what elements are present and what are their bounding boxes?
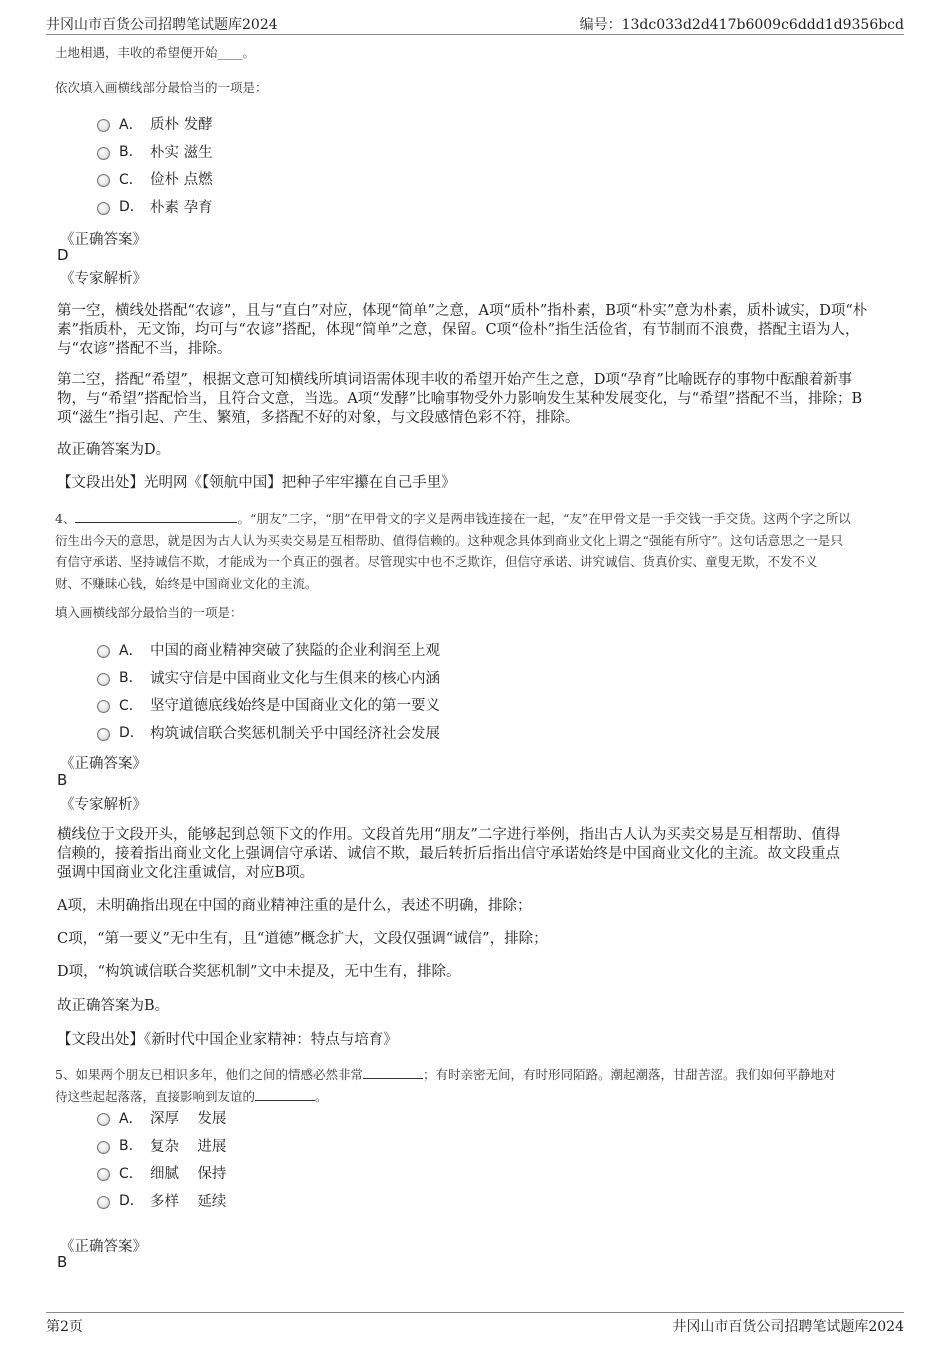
radio-icon[interactable]: [97, 147, 110, 160]
page-number: 第2页: [46, 1319, 83, 1335]
q3-analysis-label: 《专家解析》: [60, 271, 147, 287]
q3-analysis-p1: 第一空，横线处搭配“农谚”，且与“直白”对应，体现“简单”之意，A项“质朴”指朴素，B项“朴实”意为朴素，质朴诚实，D项“朴 素”指质朴，无文饰，均可与“农谚”搭配，体现“简单”之意，保留。C项“俭朴”指生活俭省，有节制而不浪费，搭配主语为人， 与“农谚”搭配不当，排除。: [57, 303, 868, 357]
header-code: 编号：13dc033d2d417b6009c6ddd1d9356bcd: [579, 17, 904, 33]
q4-conclusion: 故正确答案为B。: [57, 998, 170, 1014]
q4-prompt: 填入画横线部分最恰当的一项是：: [55, 605, 243, 620]
q3-answer: D: [57, 246, 69, 264]
radio-icon[interactable]: [97, 1196, 110, 1209]
radio-icon[interactable]: [97, 202, 110, 215]
q4-source: 【文段出处】《新时代中国企业家精神：特点与培育》: [57, 1032, 398, 1048]
option-d[interactable]: D． 朴素 孕育: [97, 193, 213, 221]
option-d[interactable]: D． 构筑诚信联合奖惩机制关乎中国经济社会发展: [97, 719, 440, 747]
header-title: 井冈山市百货公司招聘笔试题库2024: [46, 17, 278, 33]
blank-line: [75, 510, 237, 523]
q4-analysis-a: A项，未明确指出现在中国的商业精神注重的是什么，表述不明确，排除；: [57, 898, 532, 914]
page-footer: [46, 1312, 904, 1337]
q4-stem: 4、 。“朋友”二字，“朋”在甲骨文的字义是两串钱连接在一起，“友”在甲骨文是一手交钱一手交货。这两个字之所以 衍生出今天的意思，就是因为古人认为买卖交易是互相帮助、值得信赖的。这种观念具体到商业文化上谓之“强能有所守”。这句话意思之一是只 有信守承诺、坚持诚信不欺，才能成为一个真正的强者。尽管现实中也不乏欺诈，但信守承诺、讲究诚信、货真价实、童叟无欺，不发不义 财、不赚昧心钱，始终是中国商业文化的主流。: [55, 511, 851, 591]
q3-analysis-p2: 第二空，搭配“希望”，根据文意可知横线所填词语需体现丰收的希望开始产生之意，D项“孕育”比喻既存的事物中酝酿着新事 物，与“希望”搭配恰当，且符合文意，当选。A项“发酵”比喻事物受外力影响发生某种发展变化，与“希望”搭配不当，排除；B 项“滋生”指引起、产生、繁殖，多搭配不好的对象，与文段感情色彩不符，排除。: [57, 372, 863, 426]
blank-line: [255, 1088, 315, 1101]
footer-title: 井冈山市百货公司招聘笔试题库2024: [672, 1319, 904, 1335]
q4-analysis-c: C项，“第一要义”无中生有，且“道德”概念扩大，文段仅强调“诚信”，排除；: [57, 931, 548, 947]
q5-answer-label: 《正确答案》: [60, 1239, 147, 1255]
option-b[interactable]: B． 复杂 进展: [97, 1132, 226, 1160]
q3-answer-label: 《正确答案》: [60, 232, 147, 248]
q5-stem: 5、如果两个朋友已相识多年，他们之间的情感必然非常 ；有时亲密无间，有时形同陌路。潮起潮落，甘甜苦涩。我们如何平静地对 待这些起起落落，直接影响到友谊的 。: [55, 1067, 836, 1104]
q3-source: 【文段出处】光明网《【领航中国】把种子牢牢攥在自己手里》: [57, 475, 456, 491]
radio-icon[interactable]: [97, 673, 110, 686]
q5-answer: B: [57, 1253, 68, 1271]
option-b[interactable]: B． 诚实守信是中国商业文化与生俱来的核心内涵: [97, 664, 440, 692]
radio-icon[interactable]: [97, 645, 110, 658]
q3-prompt: 依次填入画横线部分最恰当的一项是：: [55, 80, 268, 95]
page-header: [46, 12, 904, 35]
option-c[interactable]: C． 细腻 保持: [97, 1159, 226, 1187]
option-a[interactable]: A． 中国的商业精神突破了狭隘的企业利润至上观: [97, 636, 440, 664]
blank-line: [363, 1066, 423, 1079]
q4-analysis-label: 《专家解析》: [60, 797, 147, 813]
q3-conclusion: 故正确答案为D。: [57, 442, 171, 458]
radio-icon[interactable]: [97, 119, 110, 132]
q4-analysis-p1: 横线位于文段开头，能够起到总领下文的作用。文段首先用“朋友”二字进行举例，指出古人认为买卖交易是互相帮助、值得 信赖的，接着指出商业文化上强调信守承诺、诚信不欺，最后转折后指出信守承诺始终是中国商业文化的主流。故文段重点 强调中国商业文化注重诚信，对应B项。: [57, 827, 841, 881]
option-a[interactable]: A． 质朴 发酵: [97, 110, 213, 138]
q4-answer: B: [57, 771, 68, 789]
q3-options: [97, 110, 213, 220]
q4-options: [97, 636, 440, 746]
radio-icon[interactable]: [97, 728, 110, 741]
q4-answer-label: 《正确答案》: [60, 756, 147, 772]
q5-options: [97, 1104, 226, 1214]
option-b[interactable]: B． 朴实 滋生: [97, 138, 213, 166]
q4-analysis-d: D项，“构筑诚信联合奖惩机制”文中未提及，无中生有，排除。: [57, 964, 461, 980]
radio-icon[interactable]: [97, 1113, 110, 1126]
radio-icon[interactable]: [97, 700, 110, 713]
radio-icon[interactable]: [97, 1168, 110, 1181]
option-d[interactable]: D． 多样 延续: [97, 1187, 226, 1215]
option-a[interactable]: A． 深厚 发展: [97, 1104, 226, 1132]
option-c[interactable]: C． 坚守道德底线始终是中国商业文化的第一要义: [97, 691, 440, 719]
option-c[interactable]: C． 俭朴 点燃: [97, 165, 213, 193]
radio-icon[interactable]: [97, 1141, 110, 1154]
radio-icon[interactable]: [97, 174, 110, 187]
q3-tail: 土地相遇，丰收的希望便开始____。: [55, 45, 256, 60]
